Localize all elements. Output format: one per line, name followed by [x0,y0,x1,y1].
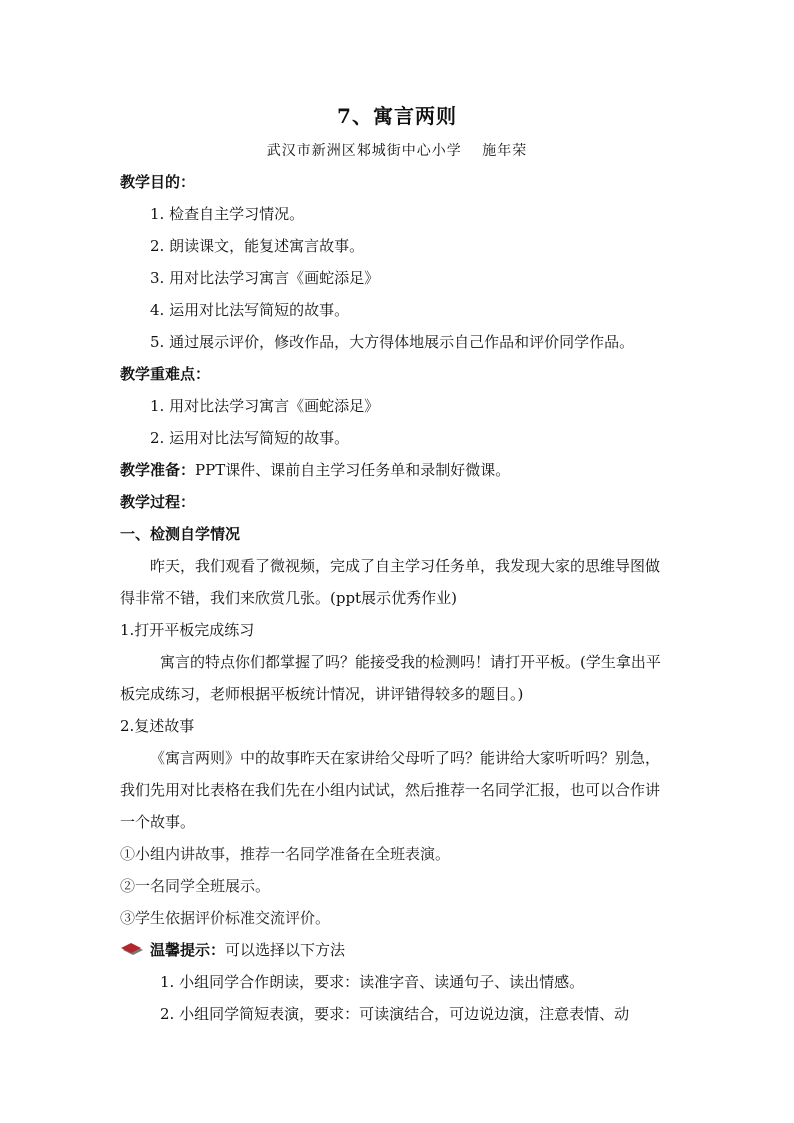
step-item: ②一名同学全班展示。 [120,877,271,895]
key-points-heading: 教学重难点： [120,365,211,383]
key-point-item: 2. 运用对比法写简短的故事。 [150,429,350,447]
goals-heading: 教学目的： [120,173,196,191]
goal-item: 5. 通过展示评价，修改作品，大方得体地展示自己作品和评价同学作品。 [150,333,635,351]
author-line: 武汉市新洲区邾城街中心小学 施年荣 [266,143,528,159]
process-heading: 教学过程： [120,493,196,511]
document-title: 7、寓言两则 [337,104,457,128]
paragraph: 寓言的特点你们都掌握了吗？能接受我的检测吗！请打开平板。(学生拿出平板完成练习，老师根据平板统计情况，讲评错得较多的题目。) [120,653,661,703]
paragraph: 《寓言两则》中的故事昨天在家讲给父母听了吗？能讲给大家听听吗？别急，我们先用对比表格在我们先在小组内试试，然后推荐一名同学汇报，也可以合作讲一个故事。 [120,749,661,831]
prep-line [120,460,510,480]
tip-item: 1. 小组同学合作朗读，要求：读准字音、读通句子、读出情感。 [160,973,585,991]
step-item: ③学生依据评价标准交流评价。 [120,909,331,927]
step-item: ①小组内讲故事，推荐一名同学准备在全班表演。 [120,845,451,863]
subheading: 1.打开平板完成练习 [120,621,255,639]
tip-text: 可以选择以下方法 [225,941,346,959]
goal-item: 1. 检查自主学习情况。 [150,205,305,223]
tip-line [150,940,345,960]
key-point-item: 1. 用对比法学习寓言《画蛇添足》 [150,397,380,415]
tip-label: 温馨提示： [150,941,226,959]
prep-label: 教学准备： [120,461,196,479]
red-diamond-icon [121,943,143,955]
subheading: 2.复述故事 [120,717,195,735]
prep-text: PPT课件、课前自主学习任务单和录制好微课。 [195,461,511,479]
goal-item: 2. 朗读课文，能复述寓言故事。 [150,237,365,255]
section-heading: 一、检测自学情况 [120,525,241,543]
goal-item: 3. 用对比法学习寓言《画蛇添足》 [150,269,380,287]
paragraph: 昨天，我们观看了微视频，完成了自主学习任务单，我发现大家的思维导图做得非常不错，我们来欣赏几张。(ppt展示优秀作业) [120,557,661,607]
tip-item: 2. 小组同学简短表演，要求：可读演结合，可边说边演，注意表情、动 [160,1005,630,1023]
goal-item: 4. 运用对比法写简短的故事。 [150,301,350,319]
